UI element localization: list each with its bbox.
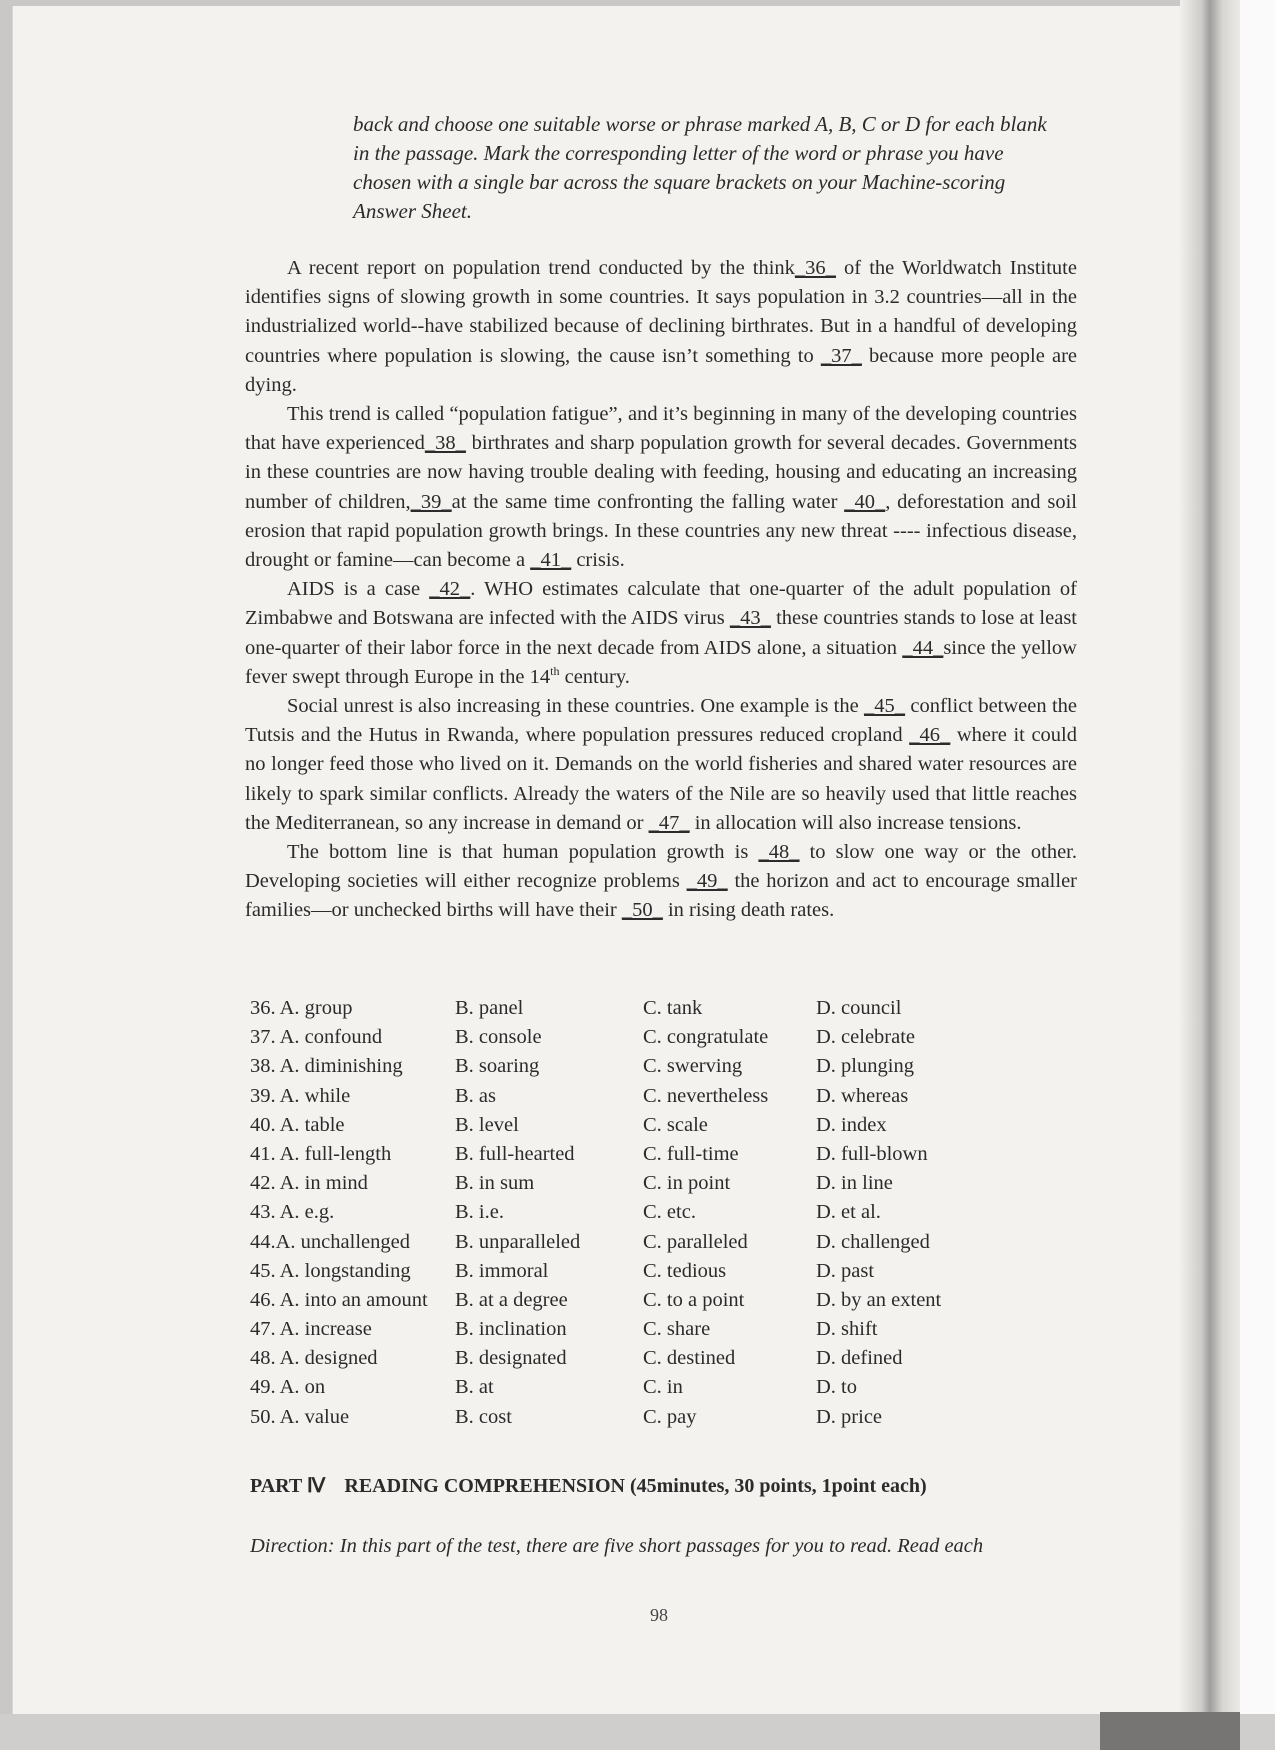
text: century. — [559, 665, 630, 688]
option-a: 40. A. table — [250, 1113, 345, 1136]
option-b: B. soaring — [455, 1055, 540, 1078]
option-row — [250, 1403, 1090, 1432]
blank-46: _46_ — [909, 724, 951, 747]
part-label: PART — [250, 1475, 302, 1497]
option-a: 43. A. e.g. — [250, 1201, 335, 1224]
option-d: D. challenged — [816, 1230, 930, 1253]
option-d: D. plunging — [816, 1055, 914, 1078]
option-a: 47. A. increase — [250, 1318, 372, 1341]
option-d: D. full-blown — [816, 1142, 928, 1165]
blank-45: _45_ — [864, 695, 906, 718]
option-a: 50. A. value — [250, 1405, 350, 1428]
option-b: B. cost — [455, 1405, 512, 1428]
option-row — [250, 1198, 1090, 1227]
option-row — [250, 1052, 1090, 1081]
option-b: B. as — [455, 1084, 496, 1107]
text: in rising death rates. — [662, 899, 835, 922]
text: because more people are dying. — [245, 344, 1077, 396]
option-d: D. price — [816, 1405, 883, 1428]
blank-48: _48_ — [758, 841, 800, 864]
part-heading — [250, 1473, 1090, 1498]
option-b: B. at — [455, 1376, 494, 1399]
option-b: B. console — [455, 1026, 542, 1049]
blank-36: _36_ — [794, 257, 836, 279]
option-c: C. congratulate — [643, 1026, 769, 1049]
instruction-line: in the passage. Mark the corresponding letter of the word or phrase you have — [353, 141, 1004, 165]
cloze-instructions — [353, 110, 1075, 226]
option-a: 42. A. in mind — [250, 1172, 368, 1195]
superscript: th — [550, 664, 560, 679]
option-a: 39. A. while — [250, 1084, 351, 1107]
option-c: C. tank — [643, 997, 703, 1019]
option-row — [250, 1344, 1090, 1373]
cloze-passage — [245, 254, 1077, 926]
option-c: C. scale — [643, 1113, 708, 1136]
option-b: B. i.e. — [455, 1201, 504, 1224]
option-c: C. nevertheless — [643, 1084, 769, 1107]
option-b: B. panel — [455, 997, 524, 1019]
option-row — [250, 1023, 1090, 1052]
option-a: 45. A. longstanding — [250, 1259, 411, 1282]
option-c: C. share — [643, 1318, 711, 1341]
option-d: D. shift — [816, 1318, 878, 1341]
option-a: 37. A. confound — [250, 1026, 383, 1049]
option-row — [250, 1082, 1090, 1111]
option-c: C. full-time — [643, 1142, 739, 1165]
option-b: B. in sum — [455, 1172, 535, 1195]
option-row — [250, 1286, 1090, 1315]
instruction-line: back and choose one suitable worse or phrase marked A, B, C or D for each blank — [353, 112, 1047, 136]
text: crisis. — [571, 549, 625, 572]
blank-47: _47_ — [648, 811, 690, 834]
option-row — [250, 1169, 1090, 1198]
option-a: 44.A. unchallenged — [250, 1230, 410, 1253]
option-b: B. inclination — [455, 1318, 567, 1341]
text: where it could no longer feed those who lived on it. Demands on the world fisheries and shared water resources are likely to spark similar conflicts. Already the waters of the Nile are so heavily used that little reaches the Mediterranean, so any increase in demand or — [245, 724, 1077, 834]
option-b: B. immoral — [455, 1259, 549, 1282]
option-c: C. to a point — [643, 1288, 745, 1311]
text: conflict between the Tutsis and the Hutus in Rwanda, where population pressures reduced cropland — [245, 695, 1078, 747]
option-row — [250, 994, 1090, 1023]
direction-text: Direction: In this part of the test, there are five short passages for you to read. Read each — [250, 1535, 984, 1557]
option-d: D. et al. — [816, 1201, 881, 1224]
option-row — [250, 1111, 1090, 1140]
text: the horizon and act to encourage smaller families—or unchecked births will have their — [245, 870, 1077, 922]
option-c: C. tedious — [643, 1259, 727, 1282]
paragraph-5 — [245, 838, 1077, 926]
blank-40: _40_ — [844, 490, 886, 513]
option-c: C. in — [643, 1376, 683, 1399]
option-d: D. whereas — [816, 1084, 909, 1107]
option-a: 49. A. on — [250, 1376, 326, 1399]
text: to slow one way or the other. Developing societies will either recognize problems — [245, 841, 1077, 893]
part-title: READING COMPREHENSION (45minutes, 30 points, 1point each) — [344, 1475, 927, 1497]
option-b: B. designated — [455, 1347, 567, 1370]
text: . WHO estimates calculate that one-quarter of the adult population of Zimbabwe and Botswana are infected with the AIDS virus — [245, 578, 1077, 630]
blank-41: _41_ — [530, 549, 572, 572]
blank-44: _44_ — [902, 636, 944, 659]
text: in allocation will also increase tensions. — [689, 811, 1022, 834]
option-d: D. defined — [816, 1347, 903, 1370]
option-c: C. in point — [643, 1172, 731, 1195]
text: at the same time confronting the falling water — [451, 490, 845, 513]
text: Social unrest is also increasing in these countries. One example is the — [287, 695, 865, 718]
text: of the Worldwatch Institute identifies signs of slowing growth in some countries. It says population in 3.2 countries—all in the industrialized world--have stabilized because of declining birthrates. But in a handful of developing countries where population is slowing, the cause isn’t something to — [245, 257, 1077, 367]
text: birthrates and sharp population growth for several decades. Governments in these countries are now having trouble dealing with feeding, housing and educating an increasing number of children, — [245, 432, 1077, 513]
text: AIDS is a case — [287, 578, 430, 601]
option-b: B. unparalleled — [455, 1230, 581, 1253]
blank-42: _42_ — [429, 578, 471, 601]
option-d: D. by an extent — [816, 1288, 942, 1311]
text: , deforestation and soil erosion that rapid population growth brings. In these countries any new threat ---- infectious disease, drought or famine—can become a — [245, 490, 1077, 572]
option-row — [250, 1373, 1090, 1402]
blank-43: _43_ — [729, 607, 771, 630]
option-c: C. swerving — [643, 1055, 743, 1078]
blank-49: _49_ — [686, 870, 728, 893]
option-c: C. pay — [643, 1405, 697, 1428]
text: A recent report on population trend conducted by the think — [287, 257, 795, 279]
page-number: 98 — [650, 1605, 668, 1625]
option-b: B. level — [455, 1113, 519, 1136]
text: since the yellow fever swept through Europe in the 14 — [245, 636, 1077, 688]
option-c: C. etc. — [643, 1201, 696, 1224]
blank-50: _50_ — [621, 899, 663, 922]
option-a: 36. A. group — [250, 997, 353, 1019]
text: these countries stands to lose at least one-quarter of their labor force in the next decade from AIDS alone, a situation — [245, 607, 1077, 659]
option-b: B. full-hearted — [455, 1142, 575, 1165]
instruction-line: Answer Sheet. — [353, 199, 472, 223]
option-d: D. celebrate — [816, 1026, 916, 1049]
paragraph-4 — [245, 692, 1077, 838]
instruction-line: chosen with a single bar across the square brackets on your Machine-scoring — [353, 170, 1006, 194]
option-c: C. paralleled — [643, 1230, 748, 1253]
option-a: 38. A. diminishing — [250, 1055, 403, 1078]
paragraph-1 — [245, 254, 1077, 400]
option-d: D. past — [816, 1259, 875, 1282]
text: This trend is called “population fatigue”, and it’s beginning in many of the developing countries that have experienced — [245, 403, 1077, 455]
option-a: 48. A. designed — [250, 1347, 378, 1370]
option-b: B. at a degree — [455, 1288, 568, 1311]
option-row — [250, 1140, 1090, 1169]
option-c: C. destined — [643, 1347, 736, 1370]
paragraph-3 — [245, 575, 1077, 692]
option-d: D. index — [816, 1113, 887, 1136]
part-numeral: Ⅳ — [306, 1475, 326, 1497]
blank-39: _39_ — [410, 490, 452, 513]
blank-38: _38_ — [424, 432, 466, 455]
option-a: 41. A. full-length — [250, 1142, 392, 1165]
paragraph-2 — [245, 400, 1077, 575]
option-row — [250, 1228, 1090, 1257]
option-row — [250, 1315, 1090, 1344]
text: The bottom line is that human population growth is — [287, 841, 759, 864]
option-d: D. in line — [816, 1172, 893, 1195]
option-row — [250, 1257, 1090, 1286]
option-d: D. to — [816, 1376, 857, 1399]
answer-options — [250, 994, 1090, 1432]
option-d: D. council — [816, 997, 902, 1019]
blank-37: _37_ — [820, 344, 862, 367]
option-a: 46. A. into an amount — [250, 1288, 428, 1311]
